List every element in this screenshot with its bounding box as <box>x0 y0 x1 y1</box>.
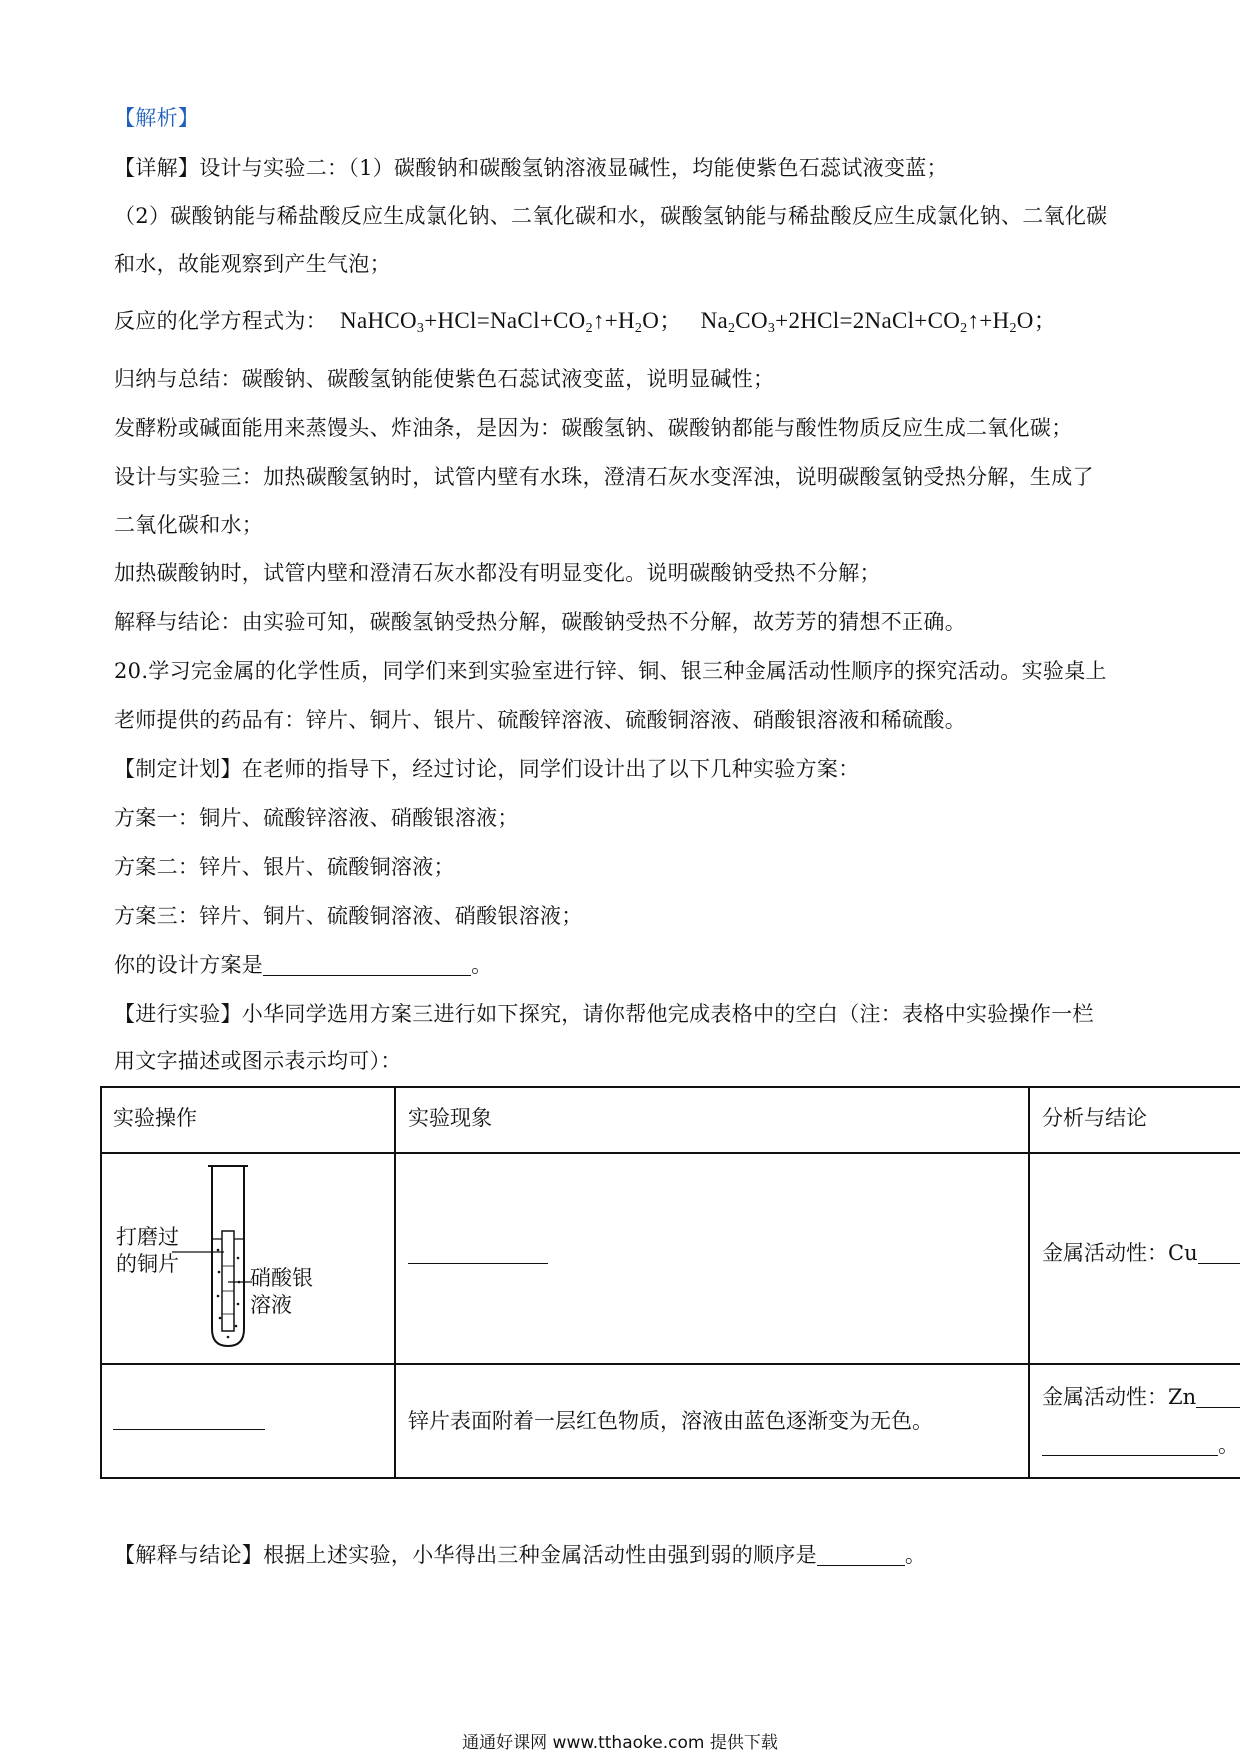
tube-label-solution: 硝酸银 溶液 <box>250 1266 313 1317</box>
equation-line <box>114 306 1057 344</box>
experiment-table <box>100 1086 1240 1479</box>
header-conclusion: 分析与结论 <box>1042 1106 1147 1130</box>
analysis-heading: 【解析】 <box>114 106 200 130</box>
answer-blank[interactable] <box>113 1407 265 1430</box>
tube-label-copper: 打磨过 的铜片 <box>116 1225 179 1276</box>
paragraph-line: 解释与结论：由实验可知，碳酸氢钠受热分解，碳酸钠受热不分解，故芳芳的猜想不正确。 <box>114 610 966 634</box>
row2-operation <box>113 1404 265 1434</box>
answer-blank[interactable] <box>263 953 471 976</box>
plan-three: 方案三：锌片、铜片、硫酸铜溶液、硝酸银溶液； <box>114 904 583 928</box>
header-phenomenon: 实验现象 <box>408 1106 492 1130</box>
paragraph-line: 用文字描述或图示表示均可）： <box>114 1049 402 1073</box>
row1-phenomenon <box>408 1238 548 1268</box>
paragraph-line: 【详解】设计与实验二：（1）碳酸钠和碳酸氢钠溶液显碱性，均能使紫色石蕊试液变蓝； <box>114 156 948 180</box>
paragraph-line: 设计与实验三：加热碳酸氢钠时，试管内壁有水珠，澄清石灰水变浑浊，说明碳酸氢钠受热分解，生成了 <box>114 465 1094 489</box>
paragraph-line: 二氧化碳和水； <box>114 513 264 537</box>
question-20-line: 20.学习完金属的化学性质，同学们来到实验室进行锌、铜、银三种金属活动性顺序的探究活动。实验桌上 <box>114 659 1107 683</box>
answer-blank[interactable] <box>1042 1433 1218 1456</box>
paragraph-line: 加热碳酸钠时，试管内壁和澄清石灰水都没有明显变化。说明碳酸钠受热不分解； <box>114 561 881 585</box>
answer-blank[interactable] <box>1198 1241 1240 1264</box>
paragraph-line: （2）碳酸钠能与稀盐酸反应生成氯化钠、二氧化碳和水，碳酸氢钠能与稀盐酸反应生成氯化钠、二氧化碳 <box>114 204 1108 228</box>
paragraph-line: 发酵粉或碱面能用来蒸馒头、炸油条，是因为：碳酸氢钠、碳酸钠都能与酸性物质反应生成二氧化碳； <box>114 416 1073 440</box>
paragraph-line: 和水，故能观察到产生气泡； <box>114 252 391 276</box>
test-tube-diagram <box>102 1154 392 1362</box>
paragraph-line: 【进行实验】小华同学选用方案三进行如下探究，请你帮他完成表格中的空白（注：表格中实验操作一栏 <box>114 1002 1094 1026</box>
answer-blank[interactable] <box>817 1543 905 1566</box>
plan-one: 方案一：铜片、硫酸锌溶液、硝酸银溶液； <box>114 806 519 830</box>
final-conclusion-line: 【解释与结论】根据上述实验，小华得出三种金属活动性由强到弱的顺序是 。 <box>114 1543 927 1567</box>
header-operation: 实验操作 <box>113 1106 197 1130</box>
design-prompt-line: 你的设计方案是 。 <box>114 953 493 977</box>
row2-phenomenon: 锌片表面附着一层红色物质，溶液由蓝色逐渐变为无色。 <box>408 1409 933 1433</box>
page-footer: 通通好课网 www.tthaoke.com 提供下载 <box>462 1733 778 1753</box>
answer-blank[interactable] <box>408 1241 548 1264</box>
row1-conclusion: 金属活动性：Cu <box>1042 1238 1240 1268</box>
equation-1: $NaHCO_3+HCl=NaCl+CO_2↑+H_2O$； $Na_2CO_3+2HCl=2NaCl+CO_2↑+H_2O$； <box>333 308 1057 336</box>
answer-blank[interactable] <box>1196 1385 1240 1408</box>
equation-prefix: 反应的化学方程式为： <box>114 309 327 333</box>
plan-two: 方案二：锌片、银片、硫酸铜溶液； <box>114 855 455 879</box>
paragraph-line: 归纳与总结：碳酸钠、碳酸氢钠能使紫色石蕊试液变蓝，说明显碱性； <box>114 367 775 391</box>
paragraph-line: 老师提供的药品有：锌片、铜片、银片、硫酸锌溶液、硫酸铜溶液、硝酸银溶液和稀硫酸。 <box>114 708 966 732</box>
row2-conclusion: 金属活动性：Zn <box>1042 1382 1240 1412</box>
row2-conclusion-cont: 。 <box>1042 1430 1239 1460</box>
paragraph-line: 【制定计划】在老师的指导下，经过讨论，同学们设计出了以下几种实验方案： <box>114 757 860 781</box>
